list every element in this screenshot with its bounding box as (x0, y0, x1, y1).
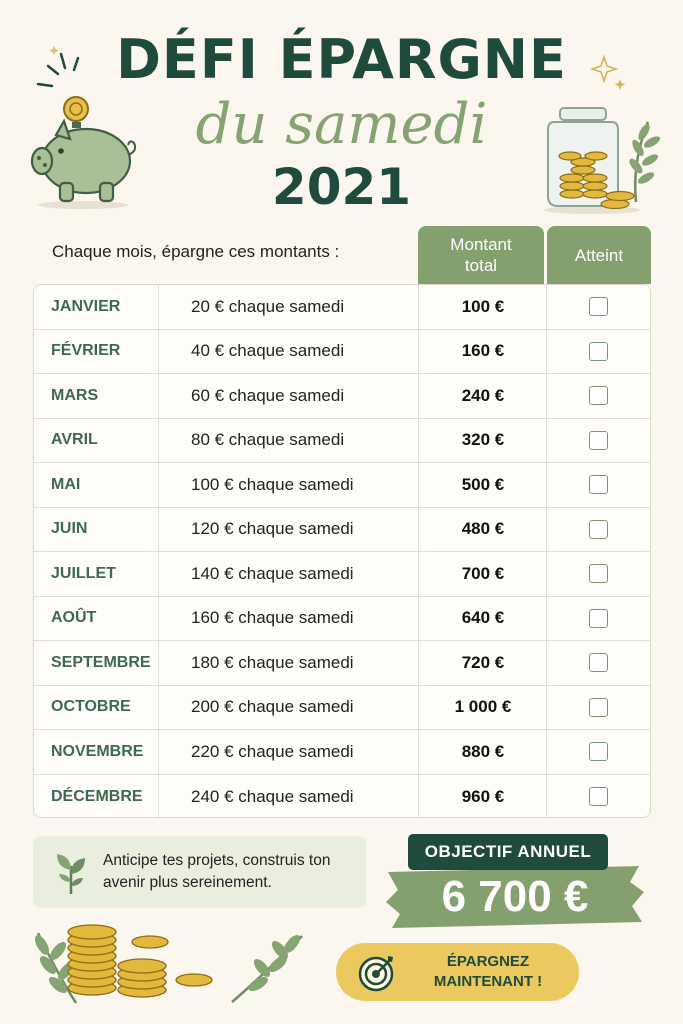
achieved-checkbox[interactable] (589, 742, 608, 761)
table-row (34, 374, 650, 419)
weekly-amount: 20 € chaque samedi (191, 296, 345, 316)
monthly-total: 960 € (461, 786, 505, 806)
month-label: JUIN (51, 520, 88, 538)
goal-amount: 6 700 € (441, 872, 589, 921)
weekly-amount: 160 € chaque samedi (191, 608, 354, 628)
achieved-checkbox[interactable] (589, 609, 608, 628)
page-year: 2021 (271, 158, 412, 216)
leaf-branch-icon (228, 930, 308, 1005)
weekly-amount: 80 € chaque samedi (191, 430, 345, 450)
monthly-total: 640 € (461, 608, 505, 628)
month-label: DÉCEMBRE (51, 787, 143, 805)
achieved-checkbox[interactable] (589, 386, 608, 405)
monthly-total: 160 € (461, 341, 505, 361)
achieved-checkbox[interactable] (589, 653, 608, 672)
target-icon (358, 952, 398, 992)
weekly-amount: 140 € chaque samedi (191, 563, 354, 583)
table-row (34, 686, 650, 731)
sprout-icon (53, 848, 89, 896)
tip-box (33, 836, 366, 908)
page-title: DÉFI ÉPARGNE (116, 28, 567, 91)
achieved-checkbox[interactable] (589, 297, 608, 316)
month-label: OCTOBRE (51, 698, 131, 716)
achieved-checkbox[interactable] (589, 698, 608, 717)
month-label: NOVEMBRE (51, 742, 144, 760)
weekly-amount: 180 € chaque samedi (191, 652, 354, 672)
header-total-line2: total (464, 256, 498, 275)
coin-stack-icon (64, 920, 224, 1000)
monthly-total: 880 € (461, 741, 505, 761)
weekly-amount: 60 € chaque samedi (191, 385, 345, 405)
monthly-total: 700 € (461, 563, 505, 583)
achieved-checkbox[interactable] (589, 520, 608, 539)
achieved-checkbox[interactable] (589, 564, 608, 583)
monthly-total: 100 € (461, 296, 505, 316)
month-label: AVRIL (51, 431, 98, 449)
table-row (34, 552, 650, 597)
table-row (34, 641, 650, 686)
table-row (34, 508, 650, 553)
month-label: MARS (51, 386, 99, 404)
achieved-checkbox[interactable] (589, 342, 608, 361)
monthly-total: 500 € (461, 474, 505, 494)
month-label: FÉVRIER (51, 342, 121, 360)
monthly-total: 720 € (461, 652, 505, 672)
intro-text: Chaque mois, épargne ces montants : (52, 242, 340, 261)
achieved-checkbox[interactable] (589, 431, 608, 450)
header-atteint: Atteint (547, 226, 651, 284)
achieved-checkbox[interactable] (589, 787, 608, 806)
table-row (34, 775, 650, 819)
save-now-label[interactable] (408, 952, 568, 992)
month-label: JANVIER (51, 297, 121, 315)
weekly-amount: 100 € chaque samedi (191, 474, 354, 494)
monthly-total: 240 € (461, 385, 505, 405)
month-label: SEPTEMBRE (51, 653, 151, 671)
table-row (34, 419, 650, 464)
weekly-amount: 240 € chaque samedi (191, 786, 354, 806)
achieved-checkbox[interactable] (589, 475, 608, 494)
month-label: JUILLET (51, 564, 116, 582)
cta-line2[interactable]: MAINTENANT ! (433, 973, 543, 990)
monthly-total: 1 000 € (454, 697, 512, 717)
save-now-button[interactable] (336, 943, 579, 1001)
weekly-amount: 120 € chaque samedi (191, 519, 354, 539)
weekly-amount: 200 € chaque samedi (191, 697, 354, 717)
header-total-line1: Montant (450, 235, 512, 254)
table-row (34, 730, 650, 775)
weekly-amount: 40 € chaque samedi (191, 341, 345, 361)
cta-line1[interactable]: ÉPARGNEZ (446, 953, 530, 970)
weekly-amount: 220 € chaque samedi (191, 741, 354, 761)
tip-text: Anticipe tes projets, construis ton avenir plus sereinement. (103, 852, 331, 891)
monthly-total: 480 € (461, 519, 505, 539)
table-row (34, 330, 650, 375)
table-row (34, 285, 650, 330)
month-label: AOÛT (51, 609, 97, 627)
goal-label: OBJECTIF ANNUEL (408, 834, 608, 870)
table-row (34, 463, 650, 508)
month-label: MAI (51, 475, 81, 493)
header-montant-total (418, 226, 544, 284)
table-row (34, 597, 650, 642)
monthly-total: 320 € (461, 430, 505, 450)
savings-table (33, 284, 651, 818)
page-subtitle: du samedi (195, 92, 488, 157)
